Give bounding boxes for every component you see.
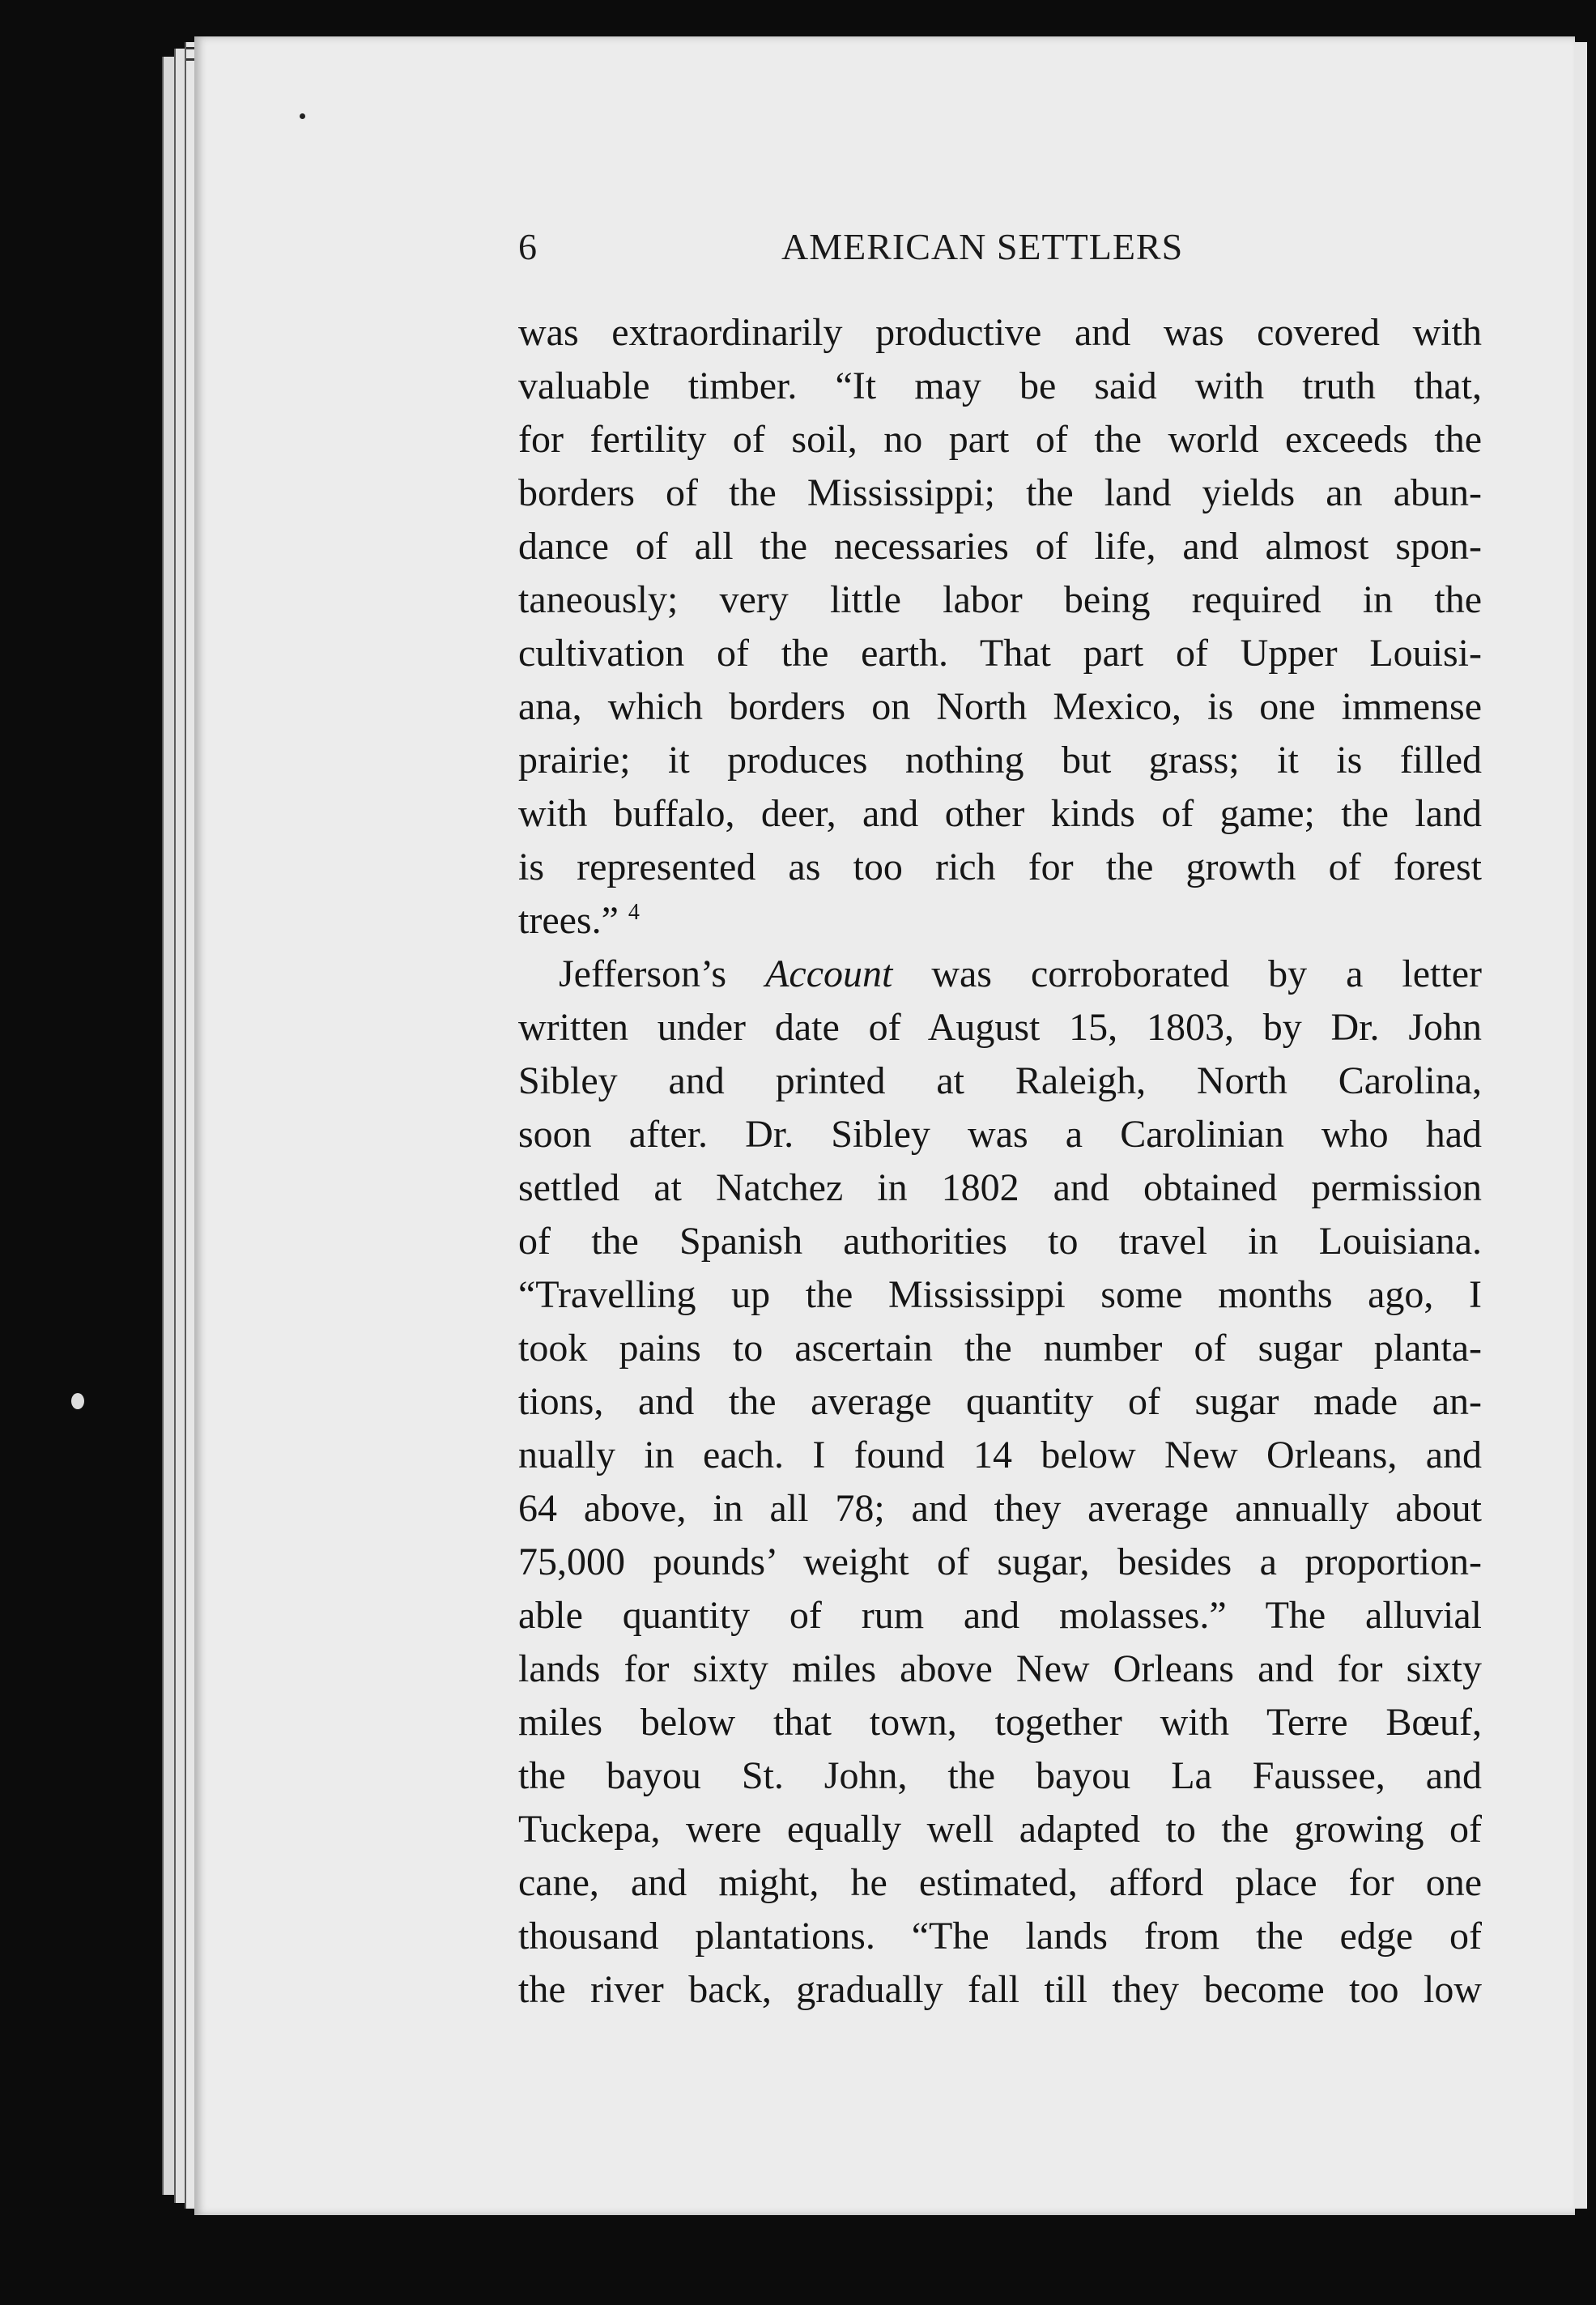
text-fragment: Jefferson’s [559,952,766,995]
text-line: nually in each. I found 14 below New Orleans, and [518,1434,1482,1476]
footnote-marker: 4 [628,900,640,925]
text-line: Tuckepa, were equally well adapted to the growing of [518,1808,1482,1851]
text-line: of the Spanish authorities to travel in Louisiana. [518,1220,1482,1263]
text-line: settled at Natchez in 1802 and obtained permission [518,1166,1482,1209]
text-line: written under date of August 15, 1803, by Dr. John [518,1006,1482,1049]
text-line: the bayou St. John, the bayou La Faussee, and [518,1754,1482,1797]
text-line: dance of all the necessaries of life, and almost spon- [518,525,1482,568]
text-line: taneously; very little labor being required in the [518,578,1482,621]
dust-speck [300,113,305,119]
text-line: “Travelling up the Mississippi some months ago, I [518,1273,1482,1316]
text-line-paragraph-start [518,948,1482,1001]
text-line: lands for sixty miles above New Orleans and for sixty [518,1647,1482,1690]
text-line: Sibley and printed at Raleigh, North Carolina, [518,1059,1482,1102]
text-line: able quantity of rum and molasses.” The alluvial [518,1594,1482,1637]
text-line: tions, and the average quantity of sugar made an- [518,1380,1482,1423]
text-line: for fertility of soil, no part of the world exceeds the [518,418,1482,461]
text-line: soon after. Dr. Sibley was a Carolinian who had [518,1113,1482,1156]
running-head: AMERICAN SETTLERS [781,226,1184,267]
text-line: took pains to ascertain the number of sugar planta- [518,1327,1482,1370]
page-body [518,306,1482,2017]
text-line: is represented as too rich for the growth of forest [518,846,1482,888]
text-line: 75,000 pounds’ weight of sugar, besides a proportion- [518,1540,1482,1583]
text-line: valuable timber. “It may be said with truth that, [518,364,1482,407]
text-line: cane, and might, he estimated, afford place for one [518,1861,1482,1904]
text-line: cultivation of the earth. That part of Upper Louisi- [518,632,1482,675]
text-line: prairie; it produces nothing but grass; it is filled [518,739,1482,782]
text-line: the river back, gradually fall till they become too low [518,1968,1482,2011]
page-number: 6 [518,226,537,267]
text-line: with buffalo, deer, and other kinds of game; the land [518,792,1482,835]
text-fragment: trees.” [518,899,619,942]
page-header [518,225,1490,274]
text-line: was extraordinarily productive and was covered with [518,311,1482,354]
text-line: ana, which borders on North Mexico, is one immense [518,685,1482,728]
text-line: thousand plantations. “The lands from the edge of [518,1915,1482,1958]
text-line: 64 above, in all 78; and they average annually about [518,1487,1482,1530]
text-line: miles below that town, together with Terre Bœuf, [518,1701,1482,1744]
text-line-last [518,894,1482,948]
text-fragment: was corroborated by a letter [931,952,1482,995]
dust-speck [71,1393,84,1409]
italic-title: Account [765,952,893,995]
text-line: borders of the Mississippi; the land yields an abun- [518,471,1482,514]
